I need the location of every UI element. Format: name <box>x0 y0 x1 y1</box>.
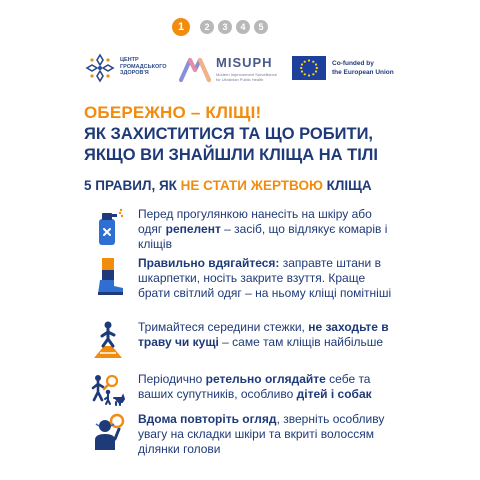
page-dot-1[interactable]: 1 <box>172 18 190 36</box>
rule-4-bold2: дітей і собак <box>296 387 372 401</box>
path-walker-icon <box>90 320 126 360</box>
rules-heading <box>84 178 464 193</box>
page-title: ОБЕРЕЖНО – КЛІЩІ! <box>84 103 262 122</box>
page-dot-5[interactable]: 5 <box>254 20 268 34</box>
head-check-icon <box>90 412 126 452</box>
phc-logo-text: ЦЕНТР ГРОМАДСЬКОГО ЗДОРОВ'Я <box>120 57 167 76</box>
partner-logos <box>0 50 480 90</box>
rule-5-text <box>138 412 398 457</box>
rule-4-text <box>138 372 398 402</box>
eu-cofunded-text: Co-funded by the European Union <box>332 60 394 76</box>
rule-1-text-part: Перед прогулянкою нанесіть на шкіру або одяг <box>138 207 372 236</box>
repellent-spray-icon <box>90 207 126 247</box>
rule-3-text-part2: – саме там кліщів найбільше <box>218 335 384 349</box>
page-dot-3[interactable]: 3 <box>218 20 232 34</box>
phc-logo <box>84 52 174 86</box>
rules-heading-post: КЛІЩА <box>322 178 372 193</box>
rule-3-bold: не заходьте в траву чи кущі <box>138 320 389 349</box>
page-pager <box>0 18 480 40</box>
rule-1-text-part2: – засіб, що відлякує комарів і кліщів <box>138 222 388 251</box>
rule-4-bold: ретельно оглядайте <box>205 372 326 386</box>
eu-flag-icon <box>292 56 326 80</box>
rules-heading-pre: 5 ПРАВИЛ, ЯК <box>84 178 181 193</box>
rule-1-bold: репелент <box>165 222 221 236</box>
phc-emblem-icon <box>84 52 116 84</box>
page-subtitle-line2: ЯКЩО ВИ ЗНАЙШЛИ КЛІЩА НА ТІЛІ <box>84 146 378 164</box>
misuph-title: MISUPH <box>216 55 273 70</box>
eu-logo <box>292 56 412 82</box>
rule-2-text-part: заправте штани в шкарпетки, носіть закрите взуття. Краще брати світлий одяг – на ньому кліщі помітніші <box>138 256 392 300</box>
rule-5-bold: Вдома повторіть огляд <box>138 412 277 426</box>
rule-4-text-part2: себе та ваших супутників, особливо <box>138 372 371 401</box>
rule-1-text <box>138 207 398 252</box>
misuph-logo <box>178 52 298 86</box>
rules-heading-highlight: НЕ СТАТИ ЖЕРТВОЮ <box>180 178 323 193</box>
page-dot-2[interactable]: 2 <box>200 20 214 34</box>
misuph-subtitle: Modern Improvement Surveillance for Ukrainian Public Health <box>216 72 277 82</box>
rule-2-text <box>138 256 398 301</box>
rule-5-text-part: , зверніть особливу увагу на складки шкіри та вкриті волоссям ділянки голови <box>138 412 385 456</box>
page-subtitle-line1: ЯК ЗАХИСТИТИСЯ ТА ЩО РОБИТИ, <box>84 125 374 143</box>
rule-2-bold: Правильно вдягайтеся: <box>138 256 280 270</box>
misuph-emblem-icon <box>178 54 212 84</box>
rule-4-text-part: Періодично <box>138 372 206 386</box>
sock-shoe-icon <box>90 256 126 296</box>
page-dot-4[interactable]: 4 <box>236 20 250 34</box>
rule-3-text <box>138 320 398 350</box>
inspect-family-dog-icon <box>90 372 126 412</box>
rule-3-text-part: Тримайтеся середини стежки, <box>138 320 309 334</box>
